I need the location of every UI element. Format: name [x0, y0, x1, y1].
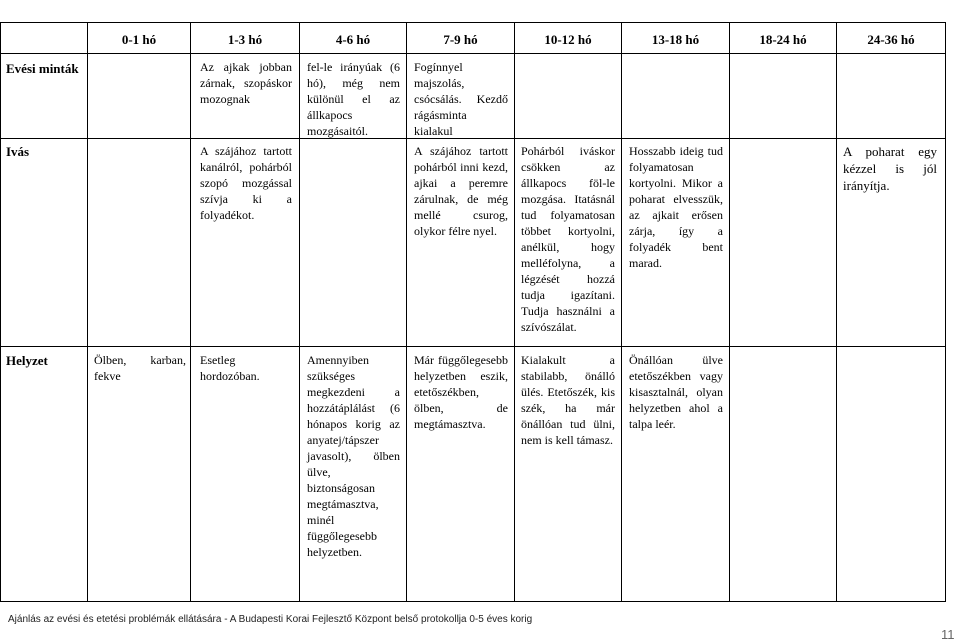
column-header-0-1: 0-1 hó	[121, 32, 157, 47]
cell-helyzet-0-1: Ölben, karban, fekve	[94, 353, 186, 383]
column-header-4-6: 4-6 hó	[335, 32, 371, 47]
cell-helyzet-7-9: Már függőlegesebb helyzetben eszik, etetőszékben, ölben, de megtámasztva.	[414, 353, 508, 431]
cell-ivas-24-36: A poharat egy kézzel is jól irányítja.	[843, 144, 937, 193]
cell-helyzet-1-3: Esetleg hordozóban.	[200, 353, 260, 383]
column-header-1-3: 1-3 hó	[227, 32, 263, 47]
cell-ivas-13-18: Hosszabb ideig tud folyamatosan kortyolni. Mikor a poharat elvesszük, az ajkait erősen zárja, így a folyadék bent marad.	[629, 144, 723, 270]
cell-helyzet-4-6: Amennyiben szükséges megkezdeni a hozzátáplálást (6 hónapos korig az anyatej/tápszer javasolt), ölben ülve, biztonságosan megtámasztva, minél függőlegesebb helyzetben.	[307, 353, 400, 559]
page-footer: Ajánlás az evési és etetési problémák ellátására - A Budapesti Korai Fejlesztő Központ belső protokollja 0-5 éves korig	[8, 614, 533, 625]
row-label-helyzet: Helyzet	[6, 353, 48, 368]
cell-evesi-1-3: Az ajkak jobban zárnak, szopáskor mozognak	[200, 60, 292, 106]
row-label-ivas: Ivás	[6, 144, 30, 159]
column-header-7-9: 7-9 hó	[443, 32, 478, 47]
row-label-evesi-mintak: Evési minták	[6, 61, 79, 76]
cell-evesi-7-9: Fogínnyel majszolás, csócsálás. Kezdő rágásminta kialakul	[414, 60, 508, 138]
column-header-13-18: 13-18 hó	[651, 32, 700, 47]
column-header-24-36: 24-36 hó	[867, 32, 915, 47]
cell-ivas-7-9: A szájához tartott pohárból inni kezd, ajkai a peremre zárulnak, de még mellé csurog, olykor félre nyel.	[414, 144, 508, 238]
column-header-18-24: 18-24 hó	[759, 32, 807, 47]
cell-helyzet-10-12: Kialakult a stabilabb, önálló ülés. Etetőszék, kis szék, ha már önállóan tud ülni, nem is kell támasz.	[521, 353, 615, 447]
column-header-10-12: 10-12 hó	[544, 32, 592, 47]
cell-helyzet-13-18: Önállóan ülve etetőszékben vagy kisasztalnál, olyan helyzetben ahol a talpa leér.	[629, 353, 723, 431]
cell-ivas-10-12: Pohárból iváskor csökken az állkapocs föl-le mozgása. Itatásnál tud folyamatosan többet kortyolni, anélkül, hogy melléfolyna, a légzését hozzá tudja igazítani. Tudja használni a szívószálat.	[521, 144, 615, 334]
cell-evesi-4-6: fel-le irányúak (6 hó), még nem különül el az állkapocs mozgásaitól.	[307, 60, 400, 138]
cell-ivas-1-3: A szájához tartott kanálról, pohárból szopó mozgással szívja ki a folyadékot.	[200, 144, 292, 222]
page-number: 11	[941, 627, 955, 642]
